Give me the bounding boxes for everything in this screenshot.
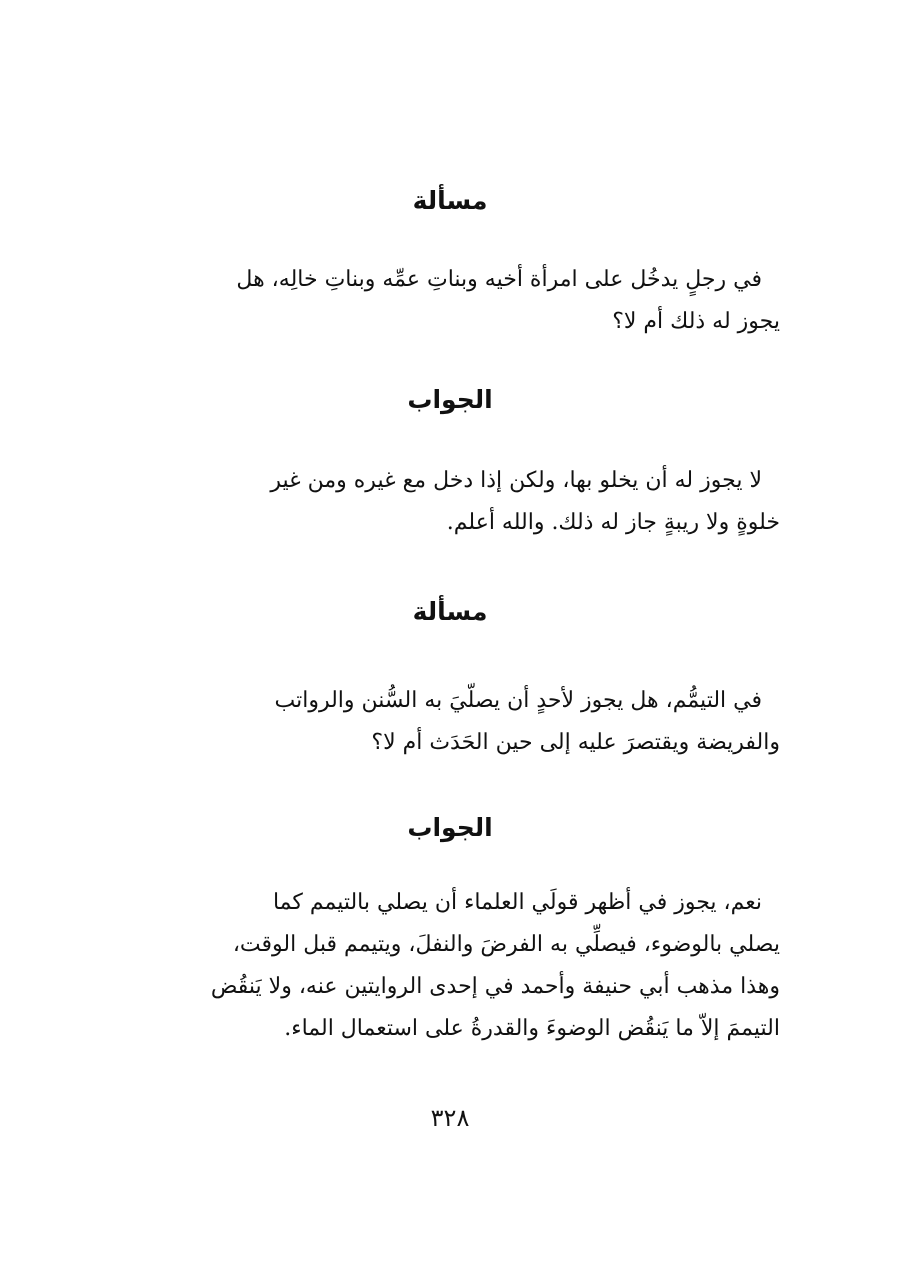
text-line: في رجلٍ يدخُل على امرأة أخيه وبناتِ عمِّه وبناتِ خالِه، هل	[236, 267, 762, 292]
section-heading-answer-1: الجواب	[407, 385, 493, 414]
document-page	[120, 0, 780, 1271]
text-line: والفريضة ويقتصرَ عليه إلى حين الحَدَث أم لا؟	[371, 730, 780, 755]
text-line: خلوةٍ ولا ريبةٍ جاز له ذلك. والله أعلم.	[446, 510, 780, 535]
text-line: وهذا مذهب أبي حنيفة وأحمد في إحدى الروايتين عنه، ولا يَنقُض	[210, 974, 780, 999]
text-line: يجوز له ذلك أم لا؟	[612, 309, 780, 334]
answer-2-text	[120, 882, 780, 1050]
section-heading-question-2: مسألة	[412, 597, 488, 626]
text-line: نعم، يجوز في أظهر قولَي العلماء أن يصلي بالتيمم كما	[272, 890, 762, 915]
text-line: لا يجوز له أن يخلو بها، ولكن إذا دخل مع غيره ومن غير	[270, 468, 762, 493]
text-line: التيممَ إلاّ ما يَنقُض الوضوءَ والقدرةُ على استعمال الماء.	[284, 1016, 780, 1041]
question-1-text	[120, 259, 780, 343]
section-heading-answer-2: الجواب	[407, 813, 493, 842]
page-number: ٣٢٨	[430, 1104, 470, 1132]
question-2-text	[120, 680, 780, 764]
text-line: يصلي بالوضوء، فيصلِّي به الفرضَ والنفلَ، ويتيمم قبل الوقت،	[232, 932, 780, 957]
text-line: في التيمُّم، هل يجوز لأحدٍ أن يصلّيَ به السُّنن والرواتب	[274, 688, 762, 713]
answer-1-text	[120, 460, 780, 544]
section-heading-question-1: مسألة	[412, 186, 488, 215]
